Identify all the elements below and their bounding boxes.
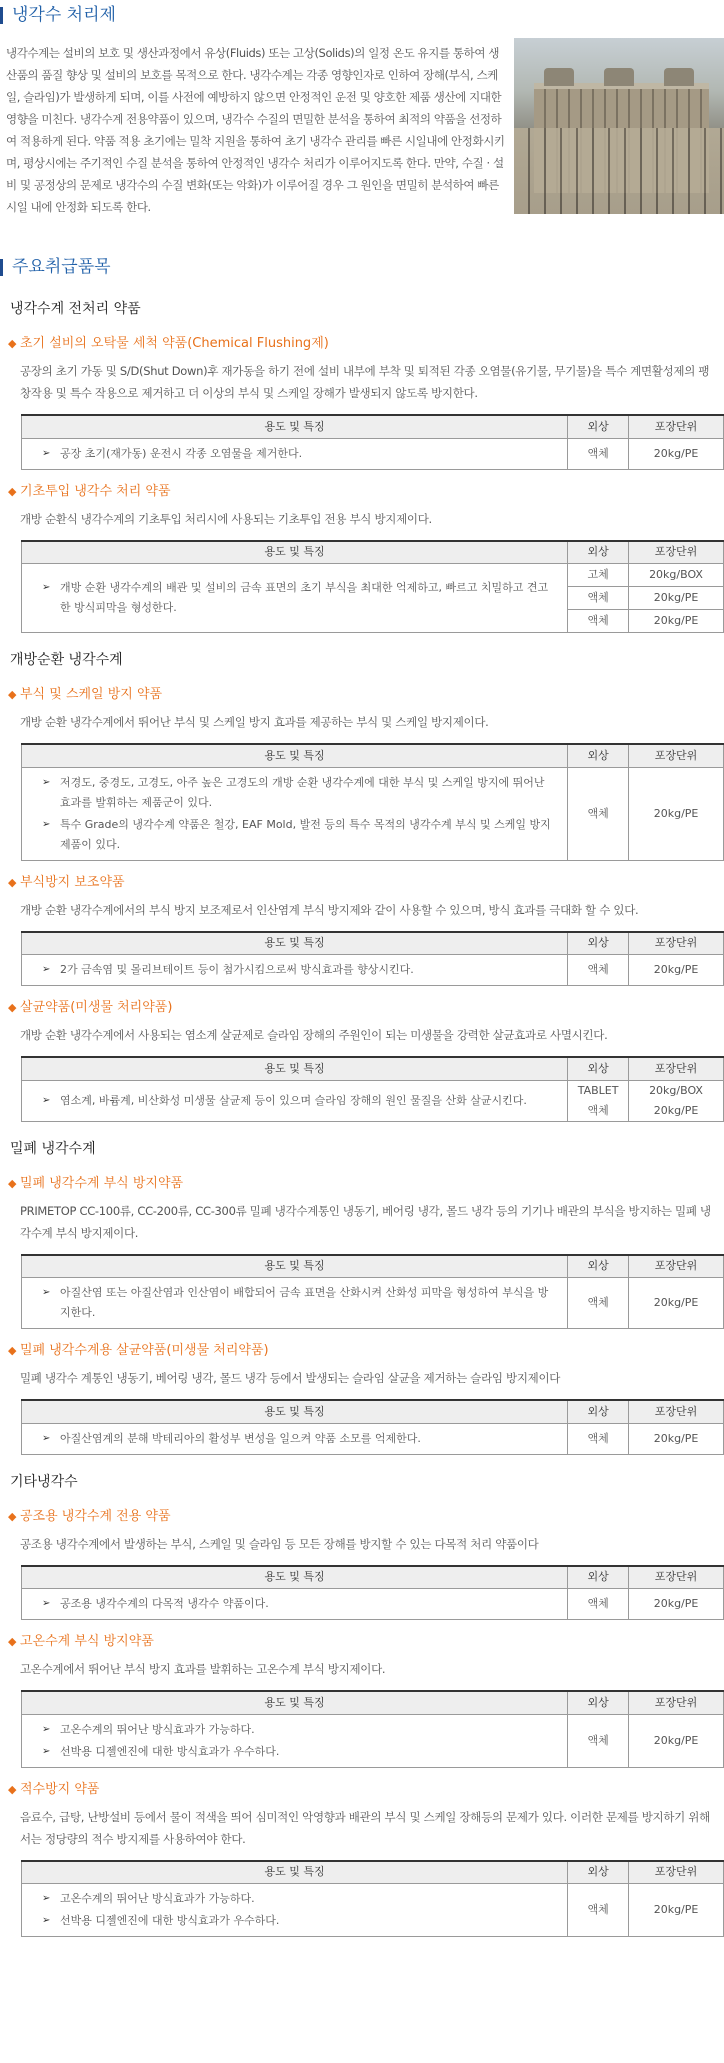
feature-line xyxy=(42,444,557,464)
pack-cell xyxy=(629,1080,724,1121)
form-cell xyxy=(568,1278,629,1329)
page-title-text: 냉각수 처리제 xyxy=(12,5,116,25)
spec-table xyxy=(21,1254,724,1330)
pack-cell xyxy=(629,767,724,860)
spec-table xyxy=(21,414,724,470)
feature-text: 공조용 냉각수계의 다목적 냉각수 약품이다. xyxy=(60,1597,269,1610)
feature-cell xyxy=(22,1423,568,1454)
form-cell xyxy=(568,1884,629,1937)
feature-text: 특수 Grade의 냉각수계 약품은 철강, EAF Mold, 발전 등의 특수 목적의 냉각수계 부식 및 스케일 방지 제품이 있다. xyxy=(60,817,551,851)
item-title-text: 고온수계 부식 방지약품 xyxy=(20,1634,154,1649)
spec-table xyxy=(21,1565,724,1621)
pack-value: 20kg/PE xyxy=(653,806,699,820)
header-form: 외상 xyxy=(568,541,629,564)
page-title xyxy=(0,0,724,30)
form-value: 액체 xyxy=(587,1733,609,1747)
feature-text: 고온수계의 뛰어난 방식효과가 가능하다. xyxy=(60,1892,255,1905)
table-row xyxy=(22,955,724,986)
form-value: 액체 xyxy=(587,1103,609,1117)
form-cell xyxy=(568,1080,629,1121)
item-description: 개방 순환식 냉각수계의 기초투입 처리시에 사용되는 기초투입 전용 부식 방지제이다. xyxy=(20,511,432,526)
group-title: 개방순환 냉각수계 xyxy=(10,652,123,668)
fan-stack-shape xyxy=(544,68,574,86)
item-title xyxy=(0,1505,724,1529)
spec-header-row xyxy=(22,415,724,438)
feature-text: 공장 초기(재가동) 운전시 각종 오염물을 제거한다. xyxy=(60,446,303,460)
feature-cell xyxy=(22,1278,568,1329)
diamond-bullet-icon: ◆ xyxy=(8,1176,17,1190)
arrow-bullet-icon: ➢ xyxy=(42,1432,51,1444)
feature-cell xyxy=(22,1080,568,1121)
pack-cell xyxy=(629,1714,724,1767)
form-value: 액체 xyxy=(587,1296,609,1309)
pack-cell xyxy=(629,955,724,986)
diamond-bullet-icon: ◆ xyxy=(8,875,17,889)
pack-cell xyxy=(629,438,724,469)
item-title xyxy=(0,480,724,504)
item-description: 공조용 냉각수계에서 발생하는 부식, 스케일 및 슬라임 등 모든 장해를 방지할 수 있는 다목적 처리 약품이다 xyxy=(20,1536,539,1551)
header-form: 외상 xyxy=(568,1566,629,1589)
header-pack: 포장단위 xyxy=(629,1691,724,1714)
diamond-bullet-icon: ◆ xyxy=(8,688,17,701)
header-form: 외상 xyxy=(568,1400,629,1423)
item-description: 개방 순환 냉각수계에서 뛰어난 부식 및 스케일 방지 효과를 제공하는 부식 및 스케일 방지제이다. xyxy=(20,715,489,729)
item-description: 음료수, 급탕, 난방설비 등에서 물이 적색을 띄어 심미적인 악영향과 배관의 부식 및 스케일 장해등의 문제가 있다. 이러한 문제를 방지하기 위해서는 정당량의 적수 방지제를 사용하여야 한다. xyxy=(20,1809,710,1846)
item-title xyxy=(0,332,724,356)
header-pack: 포장단위 xyxy=(629,415,724,438)
group-title: 밀폐 냉각수계 xyxy=(10,1140,96,1157)
table-row xyxy=(22,1278,724,1329)
intro-section xyxy=(0,30,724,240)
header-form: 외상 xyxy=(568,1255,629,1278)
pack-cell xyxy=(629,1278,724,1329)
item-description: 공장의 초기 가동 및 S/D(Shut Down)후 재가동을 하기 전에 설비 내부에 부착 및 퇴적된 각종 오염물(유기물, 무기물)을 특수 계면활성제의 팽창작용 및 특수 작용으로 제거하고 더 이상의 부식 및 스케일 장해가 발생되지 않도록 방지한다. xyxy=(20,364,710,400)
header-feature: 용도 및 특징 xyxy=(22,744,568,767)
feature-cell xyxy=(22,1589,568,1620)
spec-header-row xyxy=(22,1400,724,1423)
feature-line xyxy=(42,1911,557,1931)
diamond-bullet-icon: ◆ xyxy=(8,1782,17,1796)
title-bar-marker xyxy=(0,7,3,24)
header-form: 외상 xyxy=(568,744,629,767)
form-cell xyxy=(568,1423,629,1454)
item-title xyxy=(0,871,724,895)
pack-cell xyxy=(629,1589,724,1620)
diamond-bullet-icon: ◆ xyxy=(8,337,17,350)
pack-cell: 20kg/PE xyxy=(629,587,724,610)
spec-header-row xyxy=(22,1861,724,1884)
pack-value: 20kg/PE xyxy=(653,1597,699,1610)
group-title: 기타냉각수 xyxy=(10,1473,78,1490)
section-bar-marker xyxy=(0,259,3,276)
spec-header-row xyxy=(22,1255,724,1278)
header-pack: 포장단위 xyxy=(629,932,724,955)
header-pack: 포장단위 xyxy=(629,1566,724,1589)
feature-line xyxy=(42,578,557,618)
feature-line xyxy=(42,1429,557,1449)
feature-cell xyxy=(22,564,568,633)
header-pack: 포장단위 xyxy=(629,1861,724,1884)
form-value: 액체 xyxy=(587,963,609,976)
header-form: 외상 xyxy=(568,1691,629,1714)
feature-line xyxy=(42,1283,557,1323)
item-title xyxy=(0,1339,724,1363)
spec-header-row xyxy=(22,1566,724,1589)
table-row xyxy=(22,1714,724,1767)
spec-header-row xyxy=(22,932,724,955)
item-title-text: 공조용 냉각수계 전용 약품 xyxy=(20,1508,171,1524)
header-feature: 용도 및 특징 xyxy=(22,415,568,438)
item-description: 고온수계에서 뛰어난 부식 방지 효과를 발휘하는 고온수계 부식 방지제이다. xyxy=(20,1662,386,1676)
feature-text: 아질산염계의 분해 박테리아의 활성부 변성을 일으켜 약품 소모를 억제한다. xyxy=(60,1431,421,1445)
pack-cell xyxy=(629,1884,724,1937)
header-form: 외상 xyxy=(568,415,629,438)
form-cell xyxy=(568,1589,629,1620)
arrow-bullet-icon: ➢ xyxy=(42,818,51,830)
pack-value: 20kg/PE xyxy=(653,1431,699,1445)
header-feature: 용도 및 특징 xyxy=(22,541,568,564)
diamond-bullet-icon: ◆ xyxy=(8,1001,17,1014)
item-description: 개방 순환 냉각수계에서의 부식 방지 보조제로서 인산염계 부식 방지제와 같이 사용할 수 있으며, 방식 효과를 극대화 할 수 있다. xyxy=(20,902,639,917)
arrow-bullet-icon: ➢ xyxy=(42,582,51,593)
feature-cell xyxy=(22,438,568,469)
arrow-bullet-icon: ➢ xyxy=(42,1915,51,1926)
form-cell xyxy=(568,767,629,860)
fan-stack-shape xyxy=(604,68,634,86)
form-value: 액체 xyxy=(587,446,609,460)
table-row xyxy=(22,1884,724,1937)
table-row xyxy=(22,1423,724,1454)
table-row xyxy=(22,438,724,469)
diamond-bullet-icon: ◆ xyxy=(8,1344,17,1357)
form-cell xyxy=(568,955,629,986)
section-title-text: 주요취급품목 xyxy=(12,257,111,277)
form-value: 액체 xyxy=(587,806,609,820)
feature-line xyxy=(42,1742,557,1762)
header-feature: 용도 및 특징 xyxy=(22,1400,568,1423)
arrow-bullet-icon: ➢ xyxy=(42,1598,51,1609)
item-title xyxy=(0,1172,724,1196)
feature-line xyxy=(42,1594,557,1614)
feature-line xyxy=(42,960,557,980)
arrow-bullet-icon: ➢ xyxy=(42,1287,51,1298)
feature-cell xyxy=(22,1884,568,1937)
item-title-text: 부식 및 스케일 방지 약품 xyxy=(20,687,163,702)
feature-cell xyxy=(22,1714,568,1767)
table-row xyxy=(22,1080,724,1121)
arrow-bullet-icon: ➢ xyxy=(42,776,51,788)
spec-table xyxy=(21,1399,724,1455)
item-title-text: 적수방지 약품 xyxy=(20,1781,100,1797)
header-pack: 포장단위 xyxy=(629,744,724,767)
item-title xyxy=(0,683,724,707)
form-value: TABLET xyxy=(577,1083,619,1097)
item-title-text: 살균약품(미생물 처리약품) xyxy=(20,1000,173,1015)
table-row xyxy=(22,767,724,860)
diamond-bullet-icon: ◆ xyxy=(8,484,17,498)
header-pack: 포장단위 xyxy=(629,1400,724,1423)
header-form: 외상 xyxy=(568,932,629,955)
header-form: 외상 xyxy=(568,1057,629,1080)
header-feature: 용도 및 특징 xyxy=(22,932,568,955)
spec-header-row xyxy=(22,744,724,767)
header-pack: 포장단위 xyxy=(629,541,724,564)
arrow-bullet-icon: ➢ xyxy=(42,964,51,975)
table-row xyxy=(22,1589,724,1620)
header-form: 외상 xyxy=(568,1861,629,1884)
feature-text: 아질산염 또는 아질산염과 인산염이 배합되어 금속 표면을 산화시켜 산화성 피막을 형성하여 부식을 방지한다. xyxy=(60,1286,549,1319)
item-title-text: 기초투입 냉각수 처리 약품 xyxy=(20,483,171,499)
spec-table xyxy=(21,743,724,861)
feature-text: 고온수계의 뛰어난 방식효과가 가능하다. xyxy=(60,1722,255,1736)
form-cell xyxy=(568,1714,629,1767)
item-description: 개방 순환 냉각수계에서 사용되는 염소계 살균제로 슬라임 장해의 주원인이 되는 미생물을 강력한 살균효과로 사멸시킨다. xyxy=(20,1028,608,1042)
form-cell: 액체 xyxy=(568,610,629,633)
form-value: 액체 xyxy=(587,1903,609,1916)
item-title xyxy=(0,1630,724,1654)
pack-cell xyxy=(629,1423,724,1454)
arrow-bullet-icon: ➢ xyxy=(42,1745,51,1757)
feature-text: 2가 금속염 및 몰리브테이트 등이 첨가시킴으로써 방식효과를 향상시킨다. xyxy=(60,963,414,976)
pack-value: 20kg/PE xyxy=(653,1103,699,1117)
arrow-bullet-icon: ➢ xyxy=(42,1723,51,1735)
feature-text: 선박용 디젤엔진에 대한 방식효과가 우수하다. xyxy=(60,1744,280,1758)
header-pack: 포장단위 xyxy=(629,1057,724,1080)
feature-line xyxy=(42,773,557,813)
item-title-text: 초기 설비의 오탁물 세척 약품(Chemical Flushing제) xyxy=(20,336,329,351)
feature-text: 염소계, 바륨계, 비산화성 미생물 살균제 등이 있으며 슬라임 장해의 원인 물질을 산화 살균시킨다. xyxy=(60,1093,527,1107)
spec-header-row xyxy=(22,1691,724,1714)
form-value: 액체 xyxy=(587,1431,609,1445)
table-row xyxy=(22,564,724,587)
item-description: PRIMETOP CC-100류, CC-200류, CC-300류 밀폐 냉각수계통인 냉동기, 베어링 냉각, 몰드 냉각 등의 기기나 배관의 부식을 방지하는 밀폐 냉각수계 부식 방지제이다. xyxy=(20,1203,711,1240)
item-title xyxy=(0,996,724,1020)
feature-line xyxy=(42,1091,557,1111)
header-feature: 용도 및 특징 xyxy=(22,1255,568,1278)
pack-value: 20kg/PE xyxy=(653,1903,699,1916)
item-title-text: 부식방지 보조약품 xyxy=(20,874,125,890)
pack-value: 20kg/PE xyxy=(653,963,699,976)
fan-stack-shape xyxy=(664,68,694,86)
item-title-text: 밀폐 냉각수계 부식 방지약품 xyxy=(20,1175,184,1191)
header-feature: 용도 및 특징 xyxy=(22,1057,568,1080)
item-title-text: 밀폐 냉각수계용 살균약품(미생물 처리약품) xyxy=(20,1343,269,1358)
form-cell xyxy=(568,438,629,469)
feature-line xyxy=(42,1889,557,1909)
header-feature: 용도 및 특징 xyxy=(22,1691,568,1714)
feature-cell xyxy=(22,767,568,860)
pack-value: 20kg/PE xyxy=(653,1733,699,1747)
spec-table xyxy=(21,1056,724,1122)
header-feature: 용도 및 특징 xyxy=(22,1566,568,1589)
feature-line xyxy=(42,1720,557,1740)
feature-text: 개방 순환 냉각수계의 배관 및 설비의 금속 표면의 초기 부식을 최대한 억제하고, 빠르고 치밀하고 견고한 방식피막을 형성한다. xyxy=(60,581,549,614)
header-pack: 포장단위 xyxy=(629,1255,724,1278)
arrow-bullet-icon: ➢ xyxy=(42,447,51,459)
pack-cell: 20kg/BOX xyxy=(629,564,724,587)
feature-text: 선박용 디젤엔진에 대한 방식효과가 우수하다. xyxy=(60,1914,280,1927)
form-cell: 액체 xyxy=(568,587,629,610)
item-description: 밀폐 냉각수 계통인 냉동기, 베어링 냉각, 몰드 냉각 등에서 발생되는 슬라임 살균을 제거하는 슬라임 방지제이다 xyxy=(20,1371,561,1385)
feature-text: 저경도, 중경도, 고경도, 아주 높은 고경도의 개방 순환 냉각수계에 대한 부식 및 스케일 방지에 뛰어난 효과를 발휘하는 제품군이 있다. xyxy=(60,775,545,809)
pack-cell: 20kg/PE xyxy=(629,610,724,633)
section-title xyxy=(0,252,724,282)
arrow-bullet-icon: ➢ xyxy=(42,1893,51,1904)
diamond-bullet-icon: ◆ xyxy=(8,1635,17,1648)
item-title xyxy=(0,1778,724,1802)
group-title: 냉각수계 전처리 약품 xyxy=(10,301,141,317)
form-value: 액체 xyxy=(587,1597,609,1610)
feature-line xyxy=(42,815,557,855)
cooling-tower-photo xyxy=(514,38,724,214)
spec-header-row xyxy=(22,541,724,564)
pack-value: 20kg/PE xyxy=(653,1296,699,1309)
arrow-bullet-icon: ➢ xyxy=(42,1094,51,1106)
intro-text: 냉각수계는 설비의 보호 및 생산과정에서 유상(Fluids) 또는 고상(Solids)의 일정 온도 유지를 통하여 생산품의 품질 향상 및 설비의 보호를 목적으로 한다. 냉각수계는 각종 영향인자로 인하여 장해(부식, 스케일, 슬라임)가 발생하게 되며, 이를 사전에 예방하지 않으면 안정적인 운전 및 양호한 제품 생산에 지대한 영향을 미친다. 냉각수계 전용약품이 있으며, 냉각수 수질의 면밀한 분석을 통하여 최적의 약품을 선정하여 적용하게 된다. 약품 적용 초기에는 밀착 지원을 통하여 초기 냉각수 관리를 빠른 시일내에 안정화시키며, 평상시에는 주기적인 수질 분석을 통하여 안정적인 냉각수 처리가 이루어지도록 한다. 만약, 수질 · 설비 및 공정상의 문제로 냉각수의 수질 변화(또는 악화)가 이루어질 경우 그 원인을 면밀히 분석하여 빠른 시일 내에 안정화 되도록 한다. xyxy=(6,46,505,214)
pack-value: 20kg/PE xyxy=(653,446,699,460)
form-cell: 고체 xyxy=(568,564,629,587)
header-feature: 용도 및 특징 xyxy=(22,1861,568,1884)
spec-table xyxy=(21,931,724,987)
pack-value: 20kg/BOX xyxy=(649,1083,703,1097)
diamond-bullet-icon: ◆ xyxy=(8,1509,17,1523)
product-groups xyxy=(0,296,724,1937)
spec-header-row xyxy=(22,1057,724,1080)
spec-table xyxy=(21,1690,724,1768)
cooling-tower-base-shape xyxy=(514,128,724,214)
feature-cell xyxy=(22,955,568,986)
spec-table xyxy=(21,540,724,634)
spec-table xyxy=(21,1860,724,1938)
